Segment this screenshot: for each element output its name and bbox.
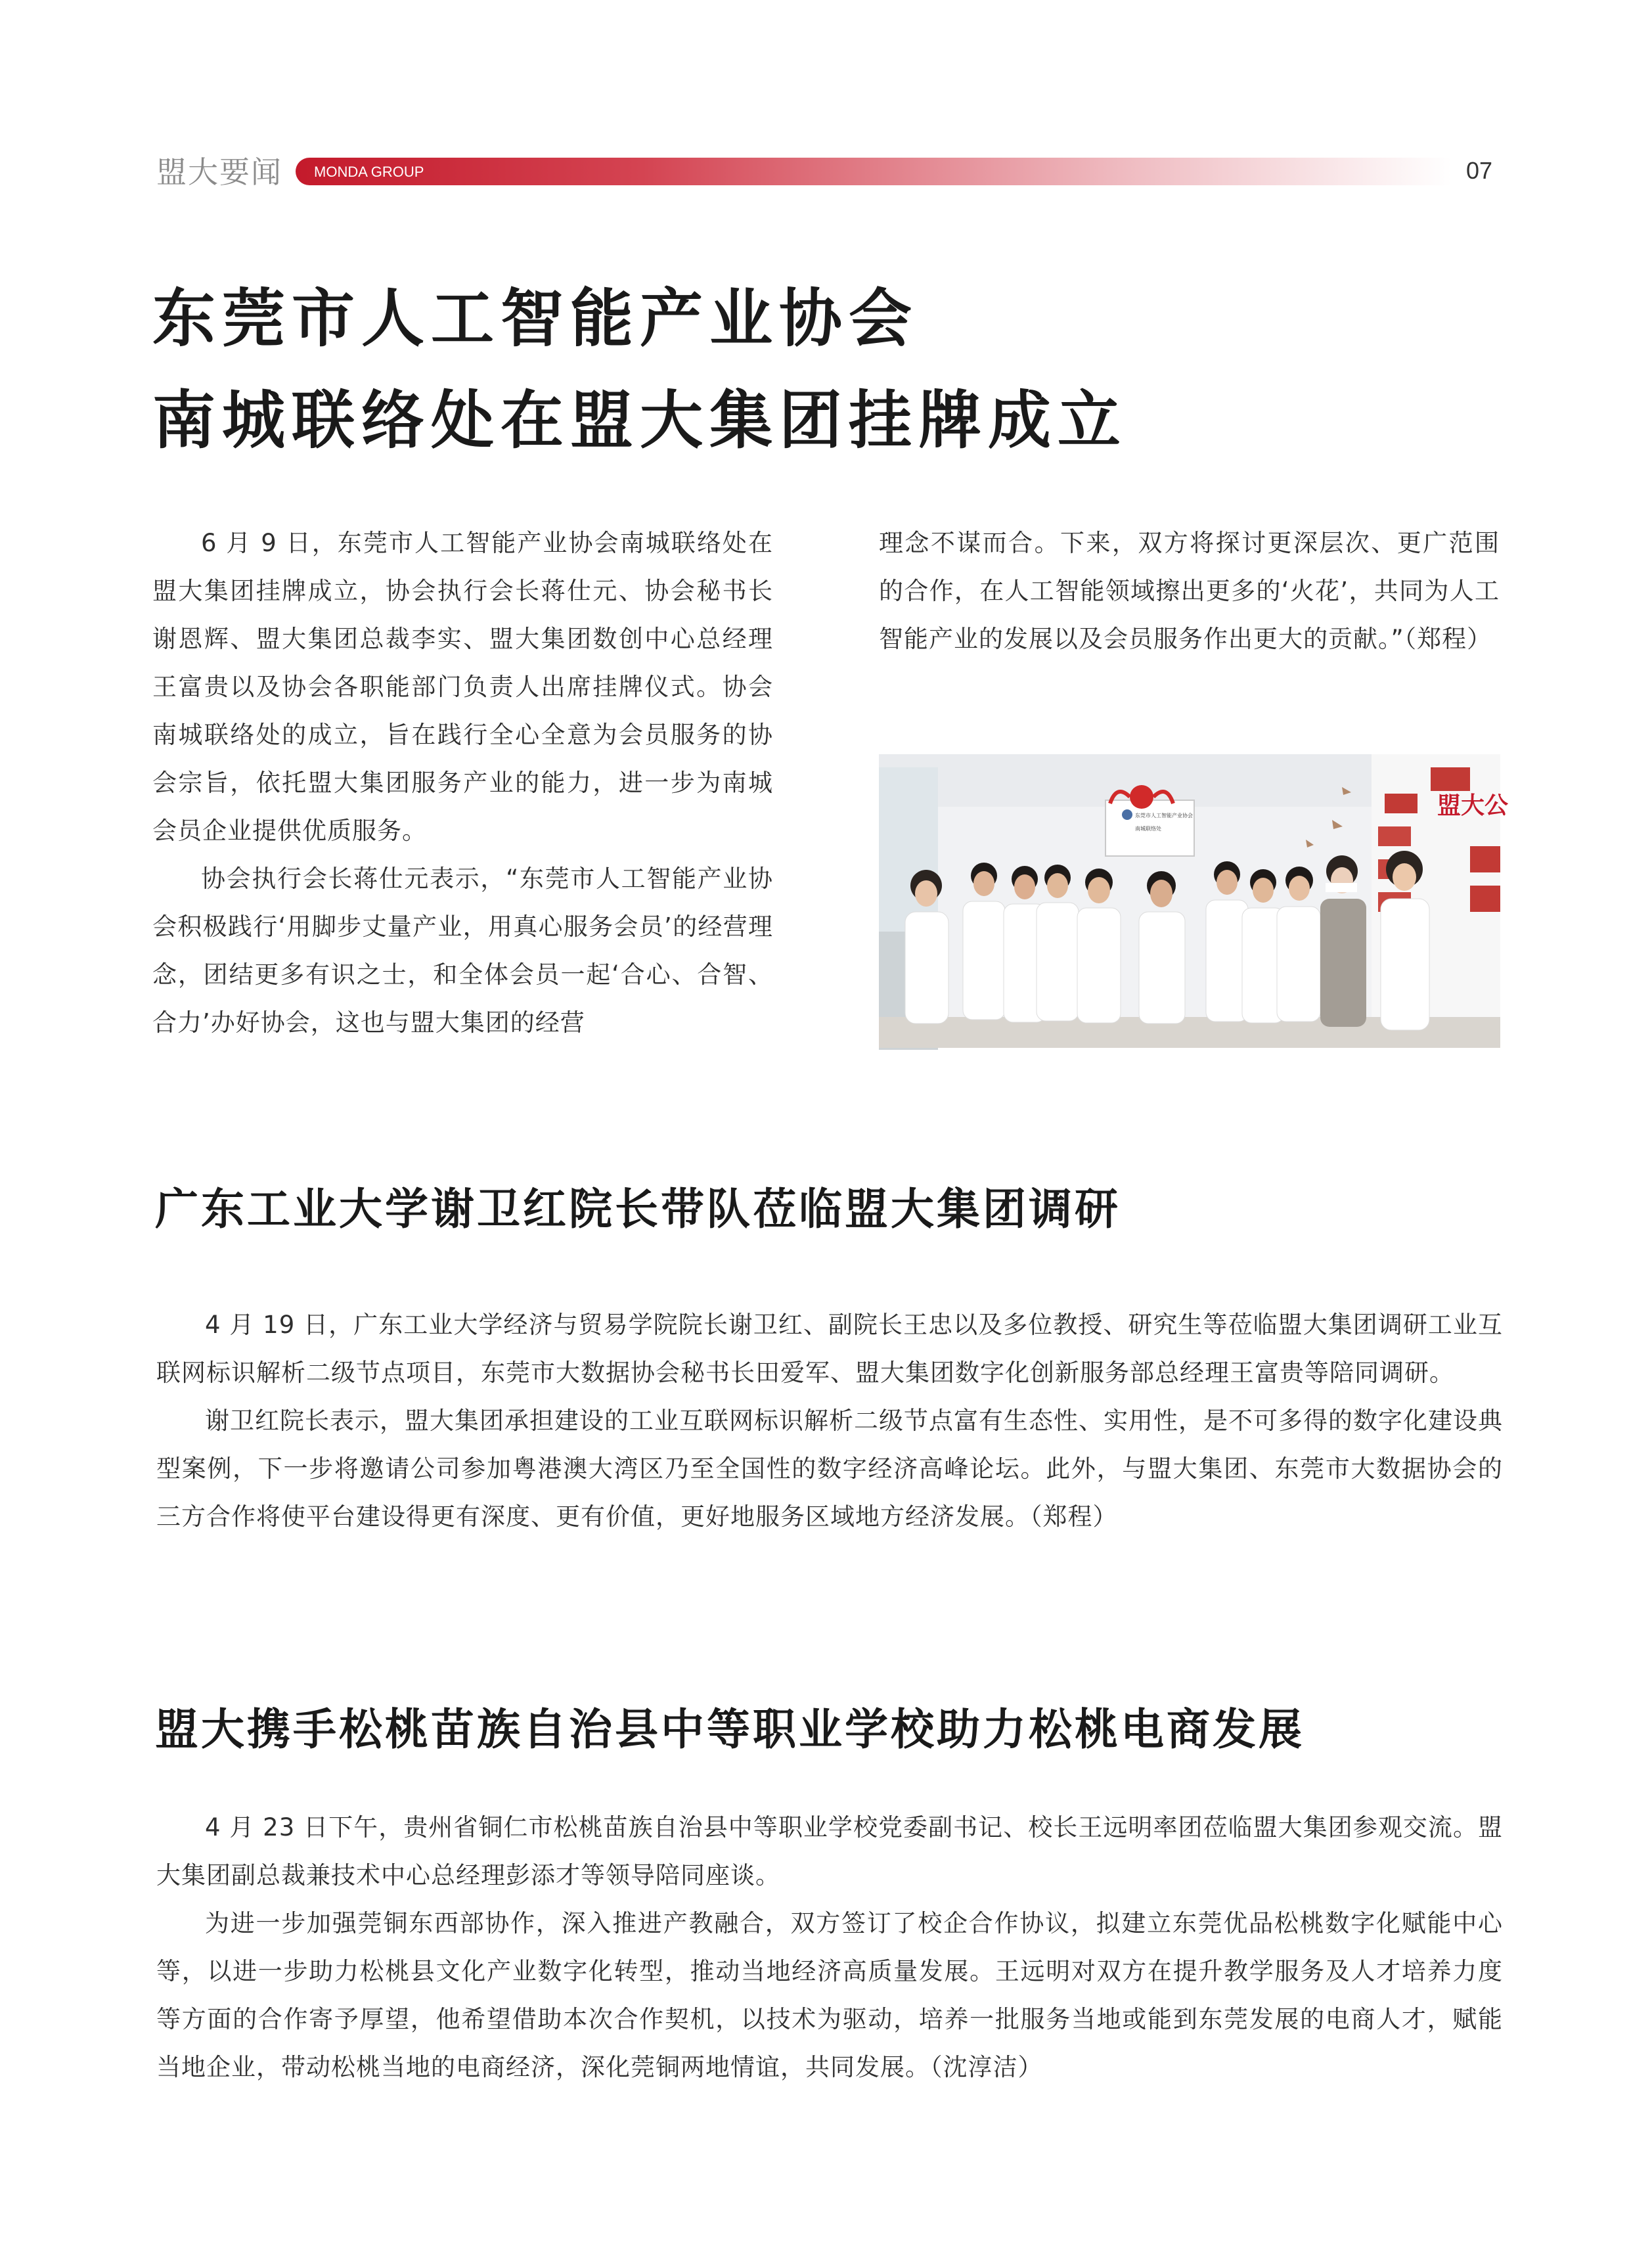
article-title-line-1: 东莞市人工智能产业协会 [152, 282, 918, 355]
article2-paragraph: 谢卫红院长表示，盟大集团承担建设的工业互联网标识解析二级节点富有生态性、实用性，是不可多得的数字化建设典型案例，下一步将邀请公司参加粤港澳大湾区乃至全国性的数字经济高峰论坛。此外，与盟大集团、东莞市大数据协会的三方合作将使平台建设得更有深度、更有价值，更好地服务区域地方经济发展。（郑程） [156, 1407, 1503, 1531]
section-label: 盟大要闻 [156, 154, 282, 190]
article1-paragraph-continued: 理念不谋而合。下来，双方将探讨更深层次、更广范围的合作，在人工智能领域擦出更多的‘火花’，共同为人工智能产业的发展以及会员服务作出更大的贡献。”（郑程） [879, 529, 1500, 653]
article-title-line-2: 南城联络处在盟大集团挂牌成立 [152, 384, 1127, 457]
article1-right-column [879, 519, 1500, 663]
plaque-line-2: 南城联络处 [1135, 826, 1161, 832]
event-photo [879, 754, 1509, 1048]
article3-paragraph: 4 月 23 日下午，贵州省铜仁市松桃苗族自治县中等职业学校党委副书记、校长王远明率团莅临盟大集团参观交流。盟大集团副总裁兼技术中心总经理彭添才等领导陪同座谈。 [156, 1813, 1503, 1889]
article1-paragraph: 协会执行会长蒋仕元表示，“东莞市人工智能产业协会积极践行‘用脚步丈量产业，用真心服务会员’的经营理念，团结更多有识之士，和全体会员一起‘合心、合智、合力’办好协会，这也与盟大集团的经营 [152, 865, 773, 1037]
wall-logo-text: 盟大公 [1437, 792, 1509, 819]
article1-left-column [152, 519, 773, 1047]
plaque-line-1: 东莞市人工智能产业协会 [1135, 813, 1193, 819]
header-accent-bar [296, 158, 1452, 185]
group-photo-illustration [879, 754, 1509, 1048]
article3-body [156, 1803, 1503, 2091]
brand-label: MONDA GROUP [314, 164, 424, 180]
page-number: 07 [1466, 157, 1493, 184]
article2-paragraph: 4 月 19 日，广东工业大学经济与贸易学院院长谢卫红、副院长王忠以及多位教授、研究生等莅临盟大集团调研工业互联网标识解析二级节点项目，东莞市大数据协会秘书长田爱军、盟大集团数字化创新服务部总经理王富贵等陪同调研。 [156, 1311, 1503, 1387]
article2-title: 广东工业大学谢卫红院长带队莅临盟大集团调研 [155, 1184, 1121, 1234]
article3-paragraph: 为进一步加强莞铜东西部协作，深入推进产教融合，双方签订了校企合作协议，拟建立东莞优品松桃数字化赋能中心等，以进一步助力松桃县文化产业数字化转型，推动当地经济高质量发展。王远明对双方在提升教学服务及人才培养力度等方面的合作寄予厚望，他希望借助本次合作契机，以技术为驱动，培养一批服务当地或能到东莞发展的电商人才，赋能当地企业，带动松桃当地的电商经济，深化莞铜两地情谊，共同发展。（沈淳洁） [156, 1909, 1503, 2081]
article2-body [156, 1301, 1503, 1541]
article3-title: 盟大携手松桃苗族自治县中等职业学校助力松桃电商发展 [155, 1704, 1305, 1755]
article1-paragraph: 6 月 9 日，东莞市人工智能产业协会南城联络处在盟大集团挂牌成立，协会执行会长蒋仕元、协会秘书长谢恩辉、盟大集团总裁李实、盟大集团数创中心总经理王富贵以及协会各职能部门负责人出席挂牌仪式。协会南城联络处的成立，旨在践行全心全意为会员服务的协会宗旨，依托盟大集团服务产业的能力，进一步为南城会员企业提供优质服务。 [152, 529, 773, 845]
